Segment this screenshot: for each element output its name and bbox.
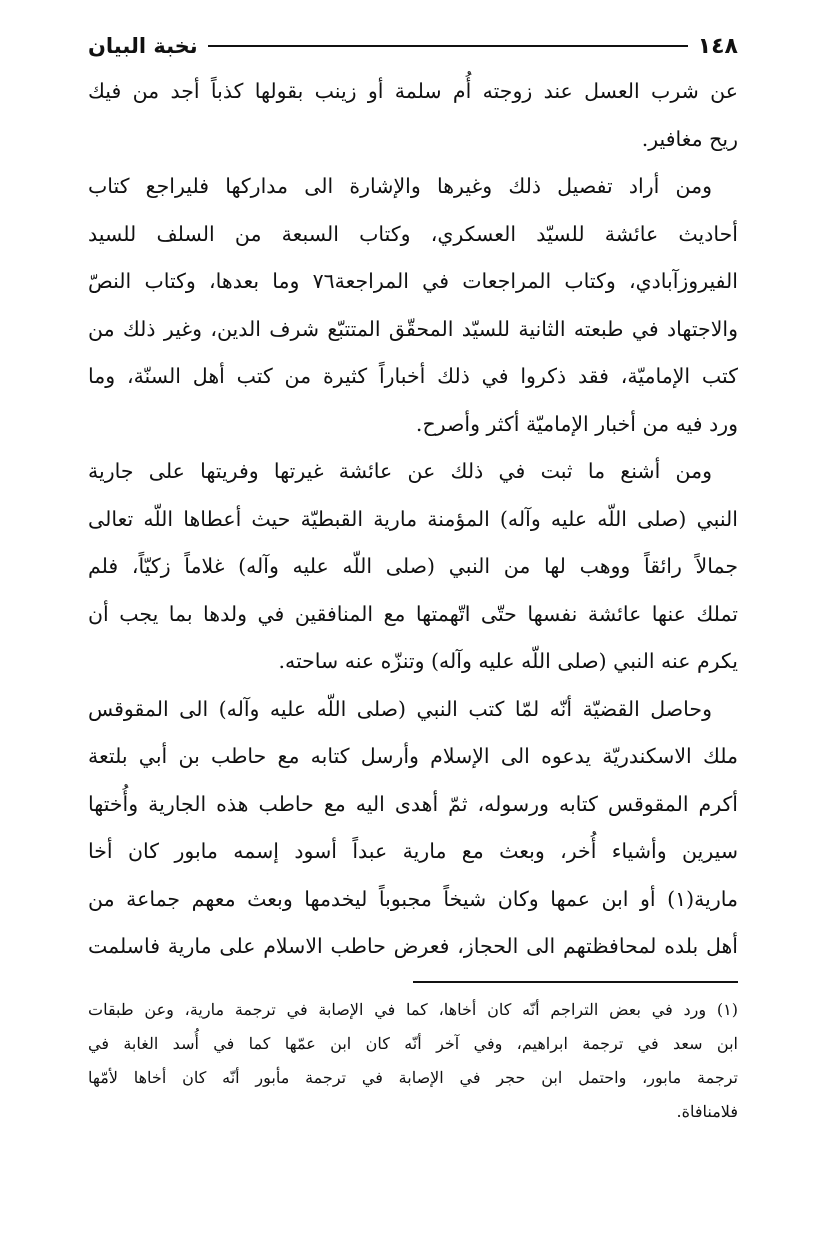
header-rule [208, 45, 688, 47]
text-line: والاجتهاد في طبعته الثانية للسيّد المحقّق المتتبّع شرف الدين، وغير ذلك من [88, 316, 738, 341]
text-line: تملك عنها عائشة نفسها حتّى اتّهمتها مع المنافقين في ولدها بما يجب أن [88, 601, 738, 626]
text-line: عن شرب العسل عند زوجته أُم سلمة أو زينب بقولها كذباً أجد من فيك [88, 79, 738, 103]
text-line: ومن أراد تفصيل ذلك وغيرها والإشارة الى مداركها فليراجع كتاب [88, 174, 712, 198]
text-line: ورد فيه من أخبار الإماميّة أكثر وأصرح. [415, 411, 738, 436]
text-line: يكرم عنه النبي (صلى اللّه عليه وآله) وتنزّه عنه ساحته. [278, 649, 738, 673]
running-header [88, 26, 738, 66]
text-line: الفيروزآبادي، وكتاب المراجعات في المراجعة٧٦ وما بعدها، وكتاب النصّ [88, 269, 738, 293]
footnote-line: فلامنافاة. [676, 1101, 738, 1121]
footnote-line: (١) ورد في بعض التراجم أنّه كان أخاها، كما في الإصابة في ترجمة مارية، وعن طبقات [88, 999, 738, 1019]
text-line: ملك الاسكندريّة يدعوه الى الإسلام وأرسل كتابه مع حاطب بن أبي بلتعة [88, 744, 738, 768]
book-title: نخبة البيان [88, 34, 198, 58]
text-line: وحاصل القضيّة أنّه لمّا كتب النبي (صلى اللّه عليه وآله) الى المقوقس [88, 696, 712, 721]
text-line: أهل بلده لمحافظتهم الى الحجاز، فعرض حاطب الاسلام على مارية فاسلمت [88, 934, 738, 958]
text-line: كتب الإماميّة، فقد ذكروا في ذلك أخباراً كثيرة من كتب أهل السنّة، وما [88, 364, 738, 388]
footnote-line: ترجمة مابور، واحتمل ابن حجر في الإصابة في ترجمة مأبور أنّه كان أخاها لأمّها [88, 1067, 738, 1087]
text-line: سيرين وأشياء أُخر، وبعث مع مارية عبداً أسود إسمه مابور كان أخا [88, 839, 738, 863]
book-page [88, 26, 738, 1129]
text-line: جمالاً رائقاً ووهب لها من النبي (صلى اللّه عليه وآله) غلاماً زكيّاً، فلم [88, 554, 738, 578]
text-line: ريح مغافير. [641, 126, 738, 151]
main-text [88, 68, 738, 971]
page-number: ١٤٨ [697, 33, 738, 59]
text-line: أكرم المقوقس كتابه ورسوله، ثمّ أهدى اليه مع حاطب هذه الجارية وأُختها [88, 791, 738, 816]
text-line: النبي (صلى اللّه عليه وآله) المؤمنة مارية القبطيّة حيث أعطاها اللّه تعالى [88, 506, 738, 531]
footnote-separator [413, 981, 738, 983]
footnotes [88, 993, 738, 1129]
text-line: ومن أشنع ما ثبت في ذلك عن عائشة غيرتها وفريتها على جارية [88, 459, 712, 483]
footnote-line: ابن سعد في ترجمة ابراهيم، وفي آخر أنّه كان ابن عمّها كما في أُسد الغابة في [88, 1033, 738, 1053]
text-line: أحاديث عائشة للسيّد العسكري، وكتاب السبعة من السلف للسيد [88, 221, 738, 246]
text-line: مارية(١) أو ابن عمها وكان شيخاً مجبوباً ليخدمها وبعث معهم جماعة من [88, 886, 738, 911]
